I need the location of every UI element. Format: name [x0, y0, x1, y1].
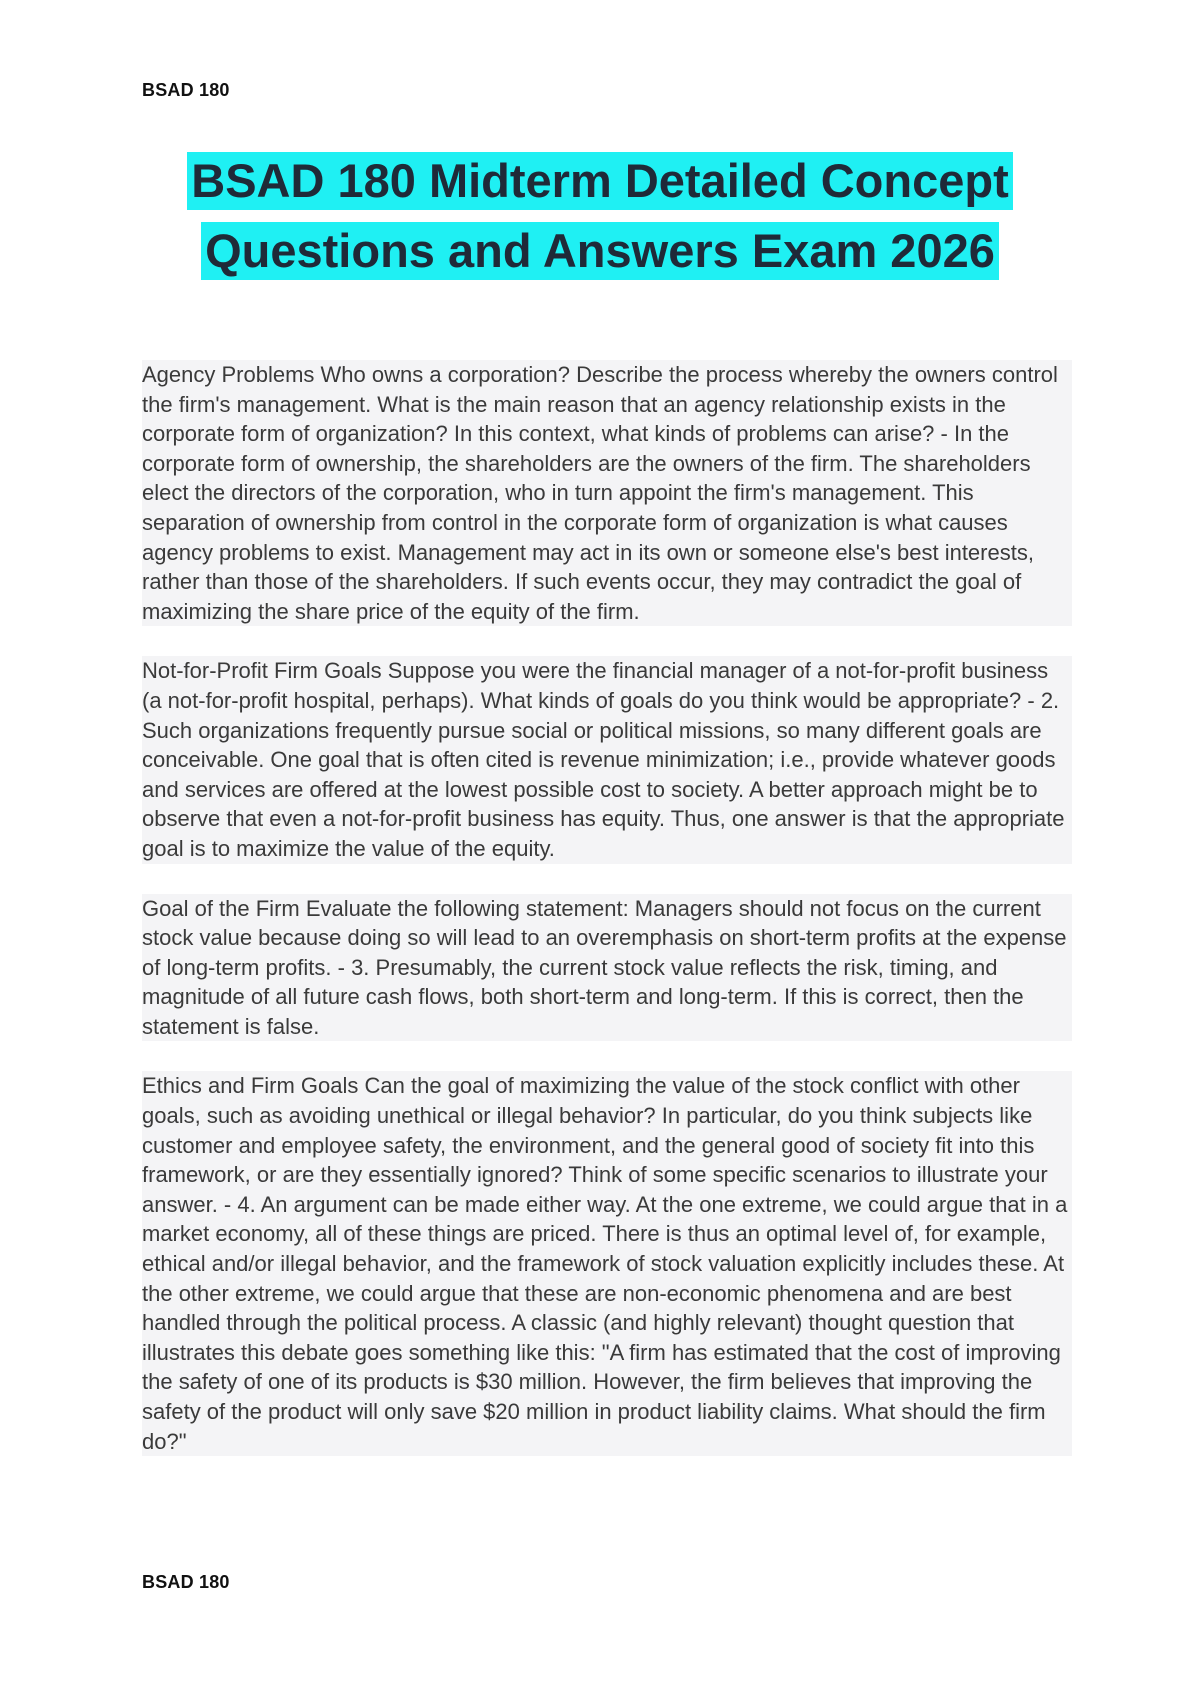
qa-item-not-for-profit-goals: Not-for-Profit Firm Goals Suppose you were the financial manager of a not-for-profit business (a not-for-profit hospital, perhaps). What kinds of goals do you think would be appropriate? - 2. Such organizations frequently pursue social or political missions, so many different goals are conceivable. One goal that is often cited is revenue minimization; i.e., provide whatever goods and services are offered at the lowest possible cost to society. A better approach might be to observe that even a not-for-profit business has equity. Thus, one answer is that the appropriate goal is to maximize the value of the equity. — [142, 656, 1072, 863]
document-title — [100, 152, 1100, 292]
title-line-2: Questions and Answers Exam 2026 — [201, 222, 999, 280]
qa-item-ethics-and-firm-goals: Ethics and Firm Goals Can the goal of maximizing the value of the stock conflict with other goals, such as avoiding unethical or illegal behavior? In particular, do you think subjects like customer and employee safety, the environment, and the general good of society fit into this framework, or are they essentially ignored? Think of some specific scenarios to illustrate your answer. - 4. An argument can be made either way. At the one extreme, we could argue that in a market economy, all of these things are priced. There is thus an optimal level of, for example, ethical and/or illegal behavior, and the framework of stock valuation explicitly includes these. At the other extreme, we could argue that these are non-economic phenomena and are best handled through the political process. A classic (and highly relevant) thought question that illustrates this debate goes something like this: "A firm has estimated that the cost of improving the safety of one of its products is $30 million. However, the firm believes that improving the safety of the product will only save $20 million in product liability claims. What should the firm do?" — [142, 1071, 1072, 1456]
title-line-1: BSAD 180 Midterm Detailed Concept — [187, 152, 1012, 210]
qa-list — [142, 360, 1072, 1486]
qa-item-agency-problems: Agency Problems Who owns a corporation? Describe the process whereby the owners control the firm's management. What is the main reason that an agency relationship exists in the corporate form of organization? In this context, what kinds of problems can arise? - In the corporate form of ownership, the shareholders are the owners of the firm. The shareholders elect the directors of the corporation, who in turn appoint the firm's management. This separation of ownership from control in the corporate form of organization is what causes agency problems to exist. Management may act in its own or someone else's best interests, rather than those of the shareholders. If such events occur, they may contradict the goal of maximizing the share price of the equity of the firm. — [142, 360, 1072, 626]
qa-item-goal-of-the-firm: Goal of the Firm Evaluate the following statement: Managers should not focus on the current stock value because doing so will lead to an overemphasis on short-term profits at the expense of long-term profits. - 3. Presumably, the current stock value reflects the risk, timing, and magnitude of all future cash flows, both short-term and long-term. If this is correct, then the statement is false. — [142, 894, 1072, 1042]
page-header-course-label: BSAD 180 — [142, 80, 230, 100]
page-footer-course-label: BSAD 180 — [142, 1572, 230, 1592]
